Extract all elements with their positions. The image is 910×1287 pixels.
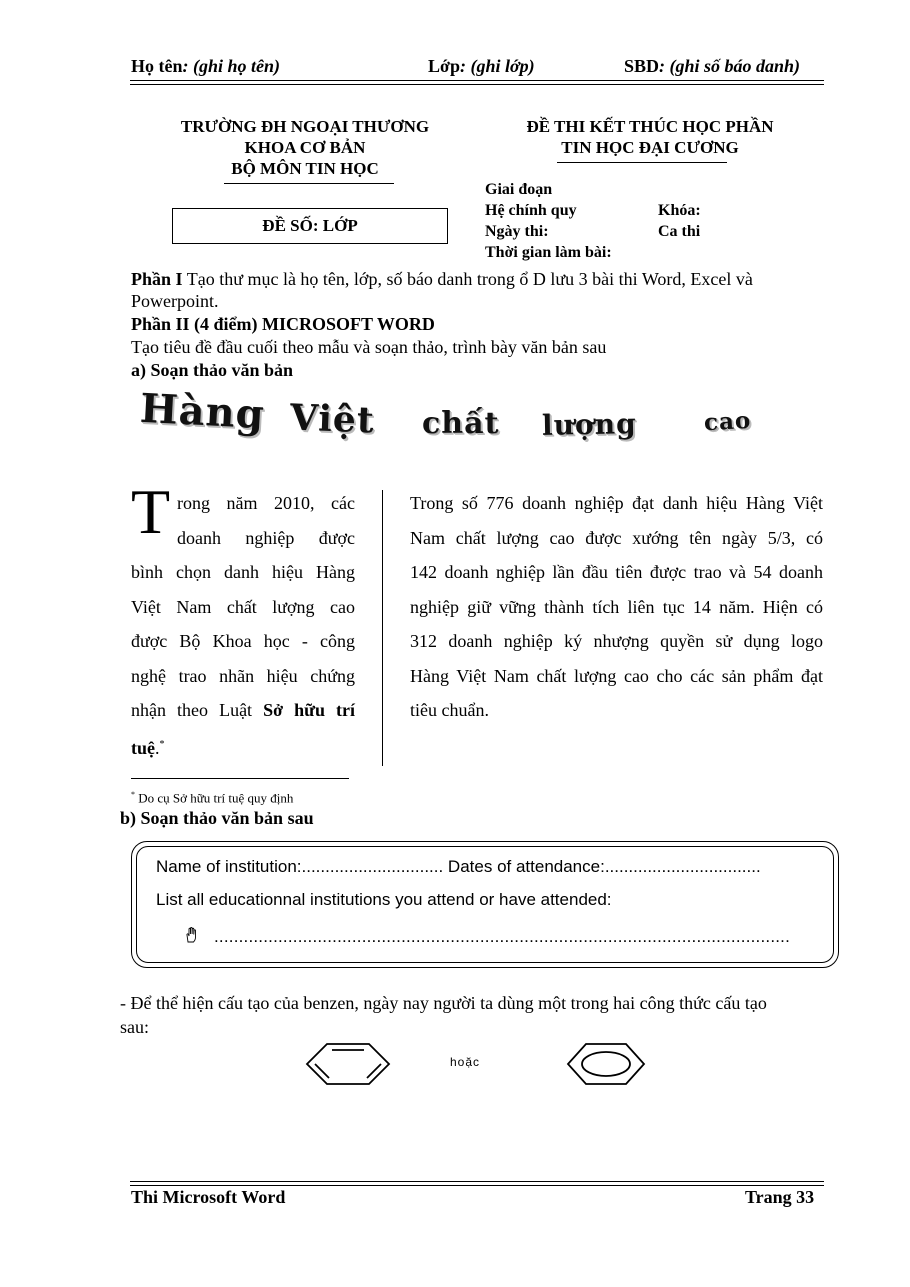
footer-rule [130,1181,824,1182]
header-sbd-value: : (ghi số báo danh) [659,56,801,76]
footer-left: Thi Microsoft Word [131,1187,286,1207]
form-line-list: List all educationnal institutions you attend or have attended: [156,890,612,909]
benzene-ring-2 [568,1044,644,1084]
footer-rule-thin [130,1185,824,1186]
benzene-text [120,991,852,1039]
benzene-kekule-structure [302,1040,394,1088]
exam-code-box [172,208,448,244]
benzene-circle-structure [563,1040,649,1088]
wordart-word-4: lượng [541,407,637,442]
header-class-value: : (ghi lớp) [459,56,535,76]
left-line-5: được Bộ Khoa học - công [131,631,355,651]
right-line-4: nghiệp giữ vững thành tích liên tục 14 năm. Hiện có [410,596,823,617]
left-line-3: bình chọn danh hiệu Hàng [131,562,355,582]
part2-instruction: Tạo tiêu đề đầu cuối theo mẫu và soạn thảo, trình bày văn bản sau [131,337,607,357]
right-line-2: Nam chất lượng cao được xướng tên ngày 5/3, có [410,527,823,548]
info-phase: Giai đoạn [485,181,553,198]
school-underline [224,183,394,184]
part2-title: Phần II (4 điểm) MICROSOFT WORD [131,314,435,334]
department-name: BỘ MÔN TIN HỌC [231,159,379,178]
left-line-8-end: . [155,737,160,758]
form-line-institution: Name of institution:.............................. Dates of attendance:................................. [156,857,761,876]
left-column [131,476,355,765]
footnote [131,786,293,807]
left-line-8 [131,728,355,766]
faculty-name: KHOA CƠ BẢN [244,138,366,157]
exam-title: ĐỀ THI KẾT THÚC HỌC PHẦN [526,117,774,136]
left-line-4: Việt Nam chất lượng cao [131,596,355,617]
exam-underline [557,162,727,163]
part1-text-line2: Powerpoint. [131,291,219,311]
double-bond-left [315,1064,329,1078]
left-line-2: doanh nghiệp được [177,527,355,548]
right-line-7: tiêu chuẩn. [410,700,489,720]
header-name [131,56,280,77]
left-line-7-bold: Sở hữu trí [263,700,355,720]
info-duration: Thời gian làm bài: [485,244,612,261]
footnote-separator [131,778,349,779]
right-line-3: 142 doanh nghiệp lần đầu tiên được trao và 54 doanh [410,562,823,582]
exam-title-block [490,116,810,158]
header-class-label: Lớp [428,56,460,76]
wordart-title [140,384,810,454]
header-class [428,56,535,77]
hand-pointer-icon [183,926,201,944]
right-line-6: Hàng Việt Nam chất lượng cao cho các sản phẩm đạt [410,665,823,686]
aromatic-circle [582,1052,630,1076]
part-b-title: b) Soạn thảo văn bản sau [120,808,314,828]
or-label: hoặc [450,1055,481,1069]
benzene-text-line1: - Để thể hiện cấu tạo của benzen, ngày nay người ta dùng một trong hai công thức cấu tạo [120,993,767,1013]
part1-text-line1: Tạo thư mục là họ tên, lớp, số báo danh trong ổ D lưu 3 bài thi Word, Excel và [182,269,753,289]
right-column [410,486,823,728]
dropcap: T [131,476,171,547]
part2-sub-a: a) Soạn thảo văn bản [131,360,294,380]
left-line-1: rong năm 2010, các [177,493,355,513]
benzene-text-line2: sau: [120,1017,149,1037]
info-date: Ngày thi: [485,223,549,240]
header-name-value: : (ghi họ tên) [182,56,281,76]
info-shift: Ca thi [658,223,701,240]
header-rule [130,80,824,81]
wordart-word-2: Việt [289,396,376,442]
exam-code-label: ĐỀ SỐ: LỚP [262,216,358,235]
right-line-5: 312 doanh nghiệp ký nhượng quyền sử dụng logo [410,631,823,651]
form-line-dots: ..................................................................................................................... [214,927,791,946]
info-system: Hệ chính quy [485,202,577,219]
header-rule-thin [130,84,824,85]
wordart-word-5: cao [703,406,752,437]
header-name-label: Họ tên [131,56,183,76]
column-divider [382,490,383,766]
left-line-8-bold: tuệ [131,737,155,758]
part1 [131,268,831,312]
wordart-word-3: chất [422,406,500,441]
footnote-text: Do cụ Sở hữu trí tuệ quy định [135,790,294,806]
wordart-word-1: Hàng [138,384,266,439]
part1-label: Phần I [131,269,183,289]
school-name: TRƯỜNG ĐH NGOẠI THƯƠNG [180,117,430,136]
left-line-7-plain: nhận theo Luật [131,700,264,720]
exam-subject: TIN HỌC ĐẠI CƯƠNG [561,138,739,157]
school-block [160,116,450,179]
header-sbd [624,56,800,77]
footer-page-number: Trang 33 [745,1187,815,1207]
double-bond-right [367,1064,381,1078]
left-line-6: nghệ trao nhãn hiệu chứng [131,665,355,686]
left-line-7 [131,693,355,728]
right-line-1: Trong số 776 doanh nghiệp đạt danh hiệu Hàng Việt [410,493,823,513]
footnote-reference: * [159,738,165,750]
footnote-mark: * [131,790,135,799]
info-course: Khóa: [658,202,701,219]
header-sbd-label: SBD [624,56,660,76]
